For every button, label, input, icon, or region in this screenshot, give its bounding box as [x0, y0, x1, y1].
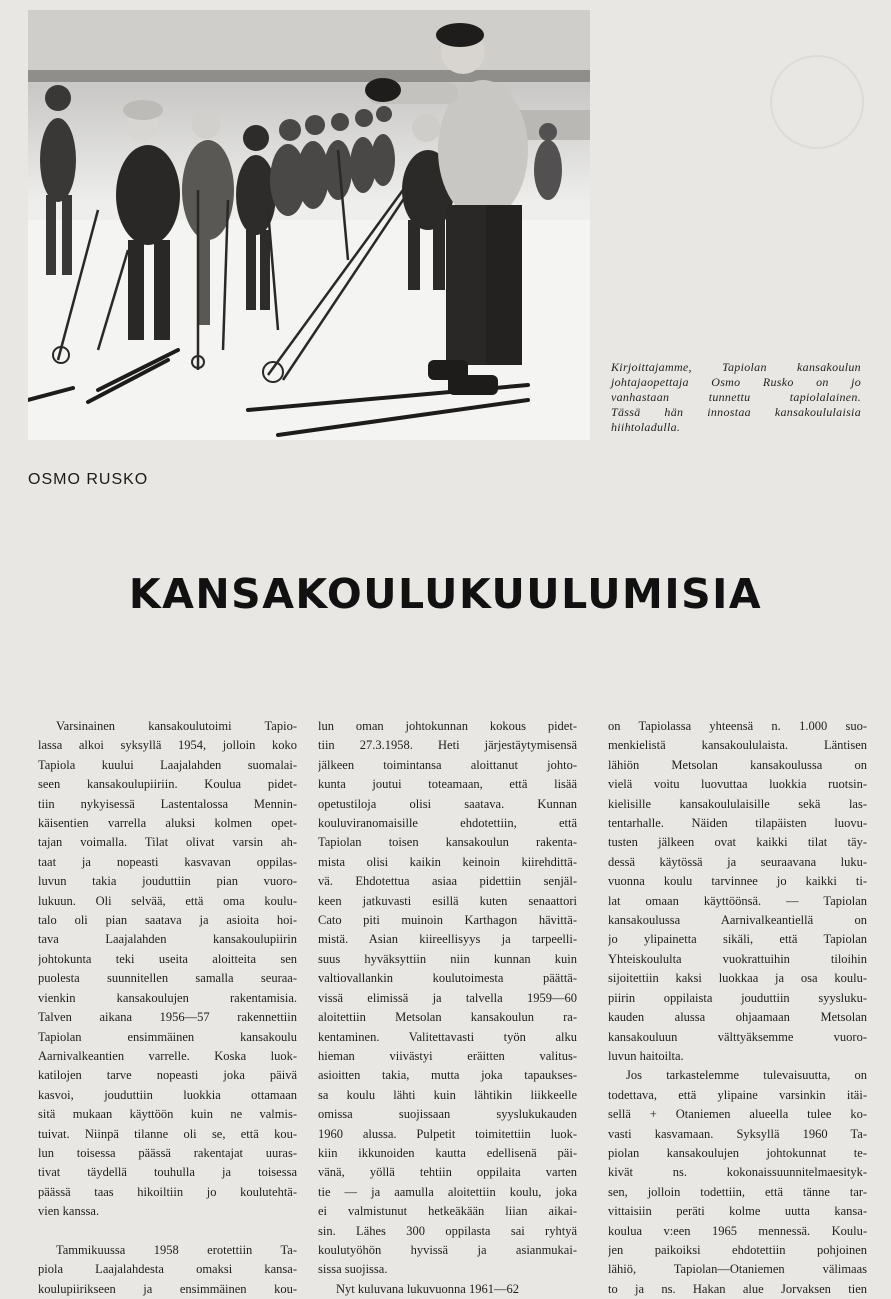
- text-line: ei valmistunut hetkeäkään liian aikai-: [318, 1204, 577, 1219]
- text-line: tiin 27.3.1958. Heti järjestäytymisensä: [318, 738, 577, 753]
- text-line: lun toisessa päässä rakentajat uuras-: [38, 1145, 297, 1160]
- text-line: lassa alkoi syksyllä 1954, jolloin koko: [38, 738, 297, 753]
- caption-line: johtajaopettaja Osmo Rusko on jo: [611, 375, 861, 389]
- text-line: Cato piti muinoin Karthagon hävittä-: [318, 913, 577, 928]
- text-line: vuonna koulu tarvinnee jo kaikki ti-: [608, 874, 867, 889]
- text-line: kentaminen. Valitettavasti työn alku: [318, 1029, 577, 1044]
- text-line: tusten jälkeen ovat kaikki tilat täy-: [608, 835, 867, 850]
- text-line: lähiö, Tapiolan—Otaniemen välimaas: [608, 1262, 867, 1277]
- text-line: aloitettiin Metsolan kansakoulun ra-: [318, 1010, 577, 1025]
- text-line: vä. Ehdotettua asiaa pidettiin senjäl-: [318, 874, 577, 889]
- text-line: vänä, yöllä tehtiin oppilaita varten: [318, 1165, 577, 1180]
- text-line: Talven aikana 1956—57 rakennettiin: [38, 1010, 297, 1025]
- caption-line: hiihtoladulla.: [611, 420, 681, 434]
- caption-line: Kirjoittajamme, Tapiolan kansakoulun: [611, 360, 861, 374]
- text-line: vien kanssa.: [38, 1204, 100, 1219]
- text-line: jen paikoiksi ehdotettiin pohjoinen: [608, 1242, 867, 1257]
- text-line: piola Laajalahdesta omaksi kansa-: [38, 1262, 297, 1277]
- skiing-scene-illustration: [28, 10, 590, 440]
- text-line: vielä voitu luovuttaa luokkia ruotsin-: [608, 777, 867, 792]
- text-line: tivat täydellä touhulla ja toisessa: [38, 1165, 297, 1180]
- text-line: Tapiola kuului Laajalahden suomalai-: [38, 757, 297, 772]
- text-line: to ja ns. Hakan alue Jorvaksen tien: [608, 1281, 867, 1296]
- text-line: sissa suojissa.: [318, 1262, 388, 1277]
- text-line: kouluviranomaisille ehdotettiin, että: [318, 816, 577, 831]
- text-line: mista olisi kaikin keinoin kiirehdittä-: [318, 854, 577, 869]
- text-line: piolan kansakoulujen johtokunnat te-: [608, 1145, 867, 1160]
- text-line: mistä. Asian kiireellisyys ja tarpeelli-: [318, 932, 577, 947]
- text-line: päässä taas hikoiltiin jo koulutehtä-: [38, 1184, 297, 1199]
- text-line: sin. Lähes 300 oppilasta sai ryhtyä: [318, 1223, 577, 1238]
- text-line: tajan voimalla. Tilat olivat varsin ah-: [38, 835, 297, 850]
- text-line: valtiovallankin koulutoimesta päättä-: [318, 971, 577, 986]
- text-line: jo ylipainetta sikäli, että Tapiolan: [608, 932, 867, 947]
- text-line: lähiön Metsolan kansakoulussa on: [608, 757, 867, 772]
- text-line: lun oman johtokunnan kokous pidet-: [318, 719, 577, 733]
- text-line: sa koulu lähti kuin lähtikin liikkeelle: [318, 1087, 577, 1102]
- photo-caption: [611, 360, 861, 435]
- text-line: Yhteiskoululta vuokrattuihin tiloihin: [608, 951, 867, 966]
- text-line: tuivat. Niinpä tilanne oli se, että kou-: [38, 1126, 297, 1141]
- text-line: lat omaan käyttöönsä. — Tapiolan: [608, 893, 867, 908]
- text-column-2: [318, 717, 577, 1299]
- text-column-1: [38, 717, 297, 1299]
- text-column-3: [608, 717, 867, 1299]
- article-body: [28, 717, 868, 1296]
- caption-line: Tässä hän innostaa kansakoululaisia: [611, 405, 861, 419]
- text-line: kivät ns. kokonaissuunnitelmaesityk-: [608, 1165, 867, 1180]
- text-line: katilojen tarve nopeasti joka päivä: [38, 1068, 297, 1083]
- author-name: OSMO RUSKO: [28, 471, 149, 488]
- text-line: menkielistä kansakoululaista. Läntisen: [608, 738, 867, 753]
- text-line: koulua v:een 1965 mennessä. Koulu-: [608, 1223, 867, 1238]
- paragraph-gap: [38, 1222, 297, 1241]
- text-line: vasti kasvamaan. Syksyllä 1960 Ta-: [608, 1126, 867, 1141]
- skiing-photo: [28, 10, 590, 440]
- text-line: kiin ikkunoiden kautta edellisenä päi-: [318, 1145, 577, 1160]
- text-line: Tapiolan ensimmäinen kansakoulu: [38, 1029, 297, 1044]
- text-line: tiin nykyisessä Lastentalossa Mennin-: [38, 796, 297, 811]
- text-line: talo oli pian saatava ja asioita hoi-: [38, 913, 297, 928]
- text-line: Tapiolan toisen kansakoulun rakenta-: [318, 835, 577, 850]
- text-line: vittaisiin peräti kolme uutta kansa-: [608, 1204, 867, 1219]
- text-line: kansakoulussa Aarnivalkeantiellä on: [608, 913, 867, 928]
- text-line: koulutyöhön hyvissä ja asianmukai-: [318, 1242, 577, 1257]
- text-line: seen kansakoulupiiriin. Koulua pidet-: [38, 777, 297, 792]
- text-line: luvun takia jouduttiin pian vuoro-: [38, 874, 297, 889]
- text-line: johtokunta teki useita aloitteita sen: [38, 951, 297, 966]
- text-line: piirin oppilaista jouduttiin syysluku-: [608, 990, 867, 1005]
- text-line: omissa suojissaan syyslukukauden: [318, 1107, 577, 1122]
- text-line: taat ja nopeasti kasvavan oppilas-: [38, 854, 297, 869]
- text-line: hieman viivästyi eräitten valitus-: [318, 1048, 577, 1063]
- text-line: puolesta suunnitellen samalla seuraa-: [38, 971, 297, 986]
- text-line: luvun haitoilta.: [608, 1048, 684, 1063]
- text-line: kielisille kansakoululaisille sekä las-: [608, 796, 867, 811]
- text-line: Tammikuussa 1958 erotettiin Ta-: [56, 1242, 297, 1257]
- text-line: suus hyväksyttiin niin kunnan kuin: [318, 951, 577, 966]
- text-line: sijoitettiin kaksi luokkaa ja osa koulu-: [608, 971, 867, 986]
- text-line: dessä käytössä ja seuraavana luku-: [608, 854, 867, 869]
- text-line: kauden alussa ohjaamaan Metsolan: [608, 1010, 867, 1025]
- text-line: koulupiirikseen ja ensimmäinen kou-: [38, 1281, 297, 1296]
- text-line: tie — ja aamulla aloitettiin koulu, joka: [318, 1184, 577, 1199]
- faint-bleedthrough-mark: [770, 55, 864, 149]
- text-line: Varsinainen kansakoulutoimi Tapio-: [56, 719, 297, 733]
- text-line: opetustiloja olisi saatava. Kunnan: [318, 796, 577, 811]
- text-line: todettava, että ylipaine varsinkin itäi-: [608, 1087, 867, 1102]
- text-line: tava Laajalahden kansakoulupiirin: [38, 932, 297, 947]
- text-line: jälkeen toimintansa aloittanut johto-: [318, 757, 577, 772]
- text-line: lukuun. Oli selvää, että oma koulu-: [38, 893, 297, 908]
- text-line: vienkin kansakoulujen rakentamisia.: [38, 990, 297, 1005]
- article-headline: KANSAKOULUKUULUMISIA: [128, 570, 763, 618]
- text-line: sellä + Otaniemen alueella tulee ko-: [608, 1107, 867, 1122]
- text-line: sen, jolloin todettiin, että tänne tar-: [608, 1184, 867, 1199]
- text-line: keen jatkuvasti esillä kuten senaattori: [318, 893, 577, 908]
- text-line: on Tapiolassa yhteensä n. 1.000 suo-: [608, 719, 867, 733]
- text-line: kunta joutui toteamaan, että lisää: [318, 777, 577, 792]
- text-line: vissä elimissä ja talvella 1959—60: [318, 990, 577, 1005]
- text-line: tentarhalle. Näiden tilapäisten luovu-: [608, 816, 867, 831]
- text-line: sitä mukaan käyttöön kuin ne valmis-: [38, 1107, 297, 1122]
- text-line: kansakouluun välttyäksemme vuoro-: [608, 1029, 867, 1044]
- text-line: 1960 alussa. Pulpetit toimitettiin luok-: [318, 1126, 577, 1141]
- text-line: Jos tarkastelemme tulevaisuutta, on: [626, 1068, 867, 1083]
- caption-line: vanhastaan tunnettu tapiolalainen.: [611, 390, 861, 404]
- text-line: käisentien varrella aluksi kolmen opet-: [38, 816, 297, 831]
- text-line: kasvoi, jouduttiin luokkia ottamaan: [38, 1087, 297, 1102]
- text-line: Aarnivalkeantien varrelle. Koska luok-: [38, 1048, 297, 1063]
- text-line: Nyt kuluvana lukuvuonna 1961—62: [336, 1281, 519, 1296]
- text-line: asioitten takia, mutta joka tapaukses-: [318, 1068, 577, 1083]
